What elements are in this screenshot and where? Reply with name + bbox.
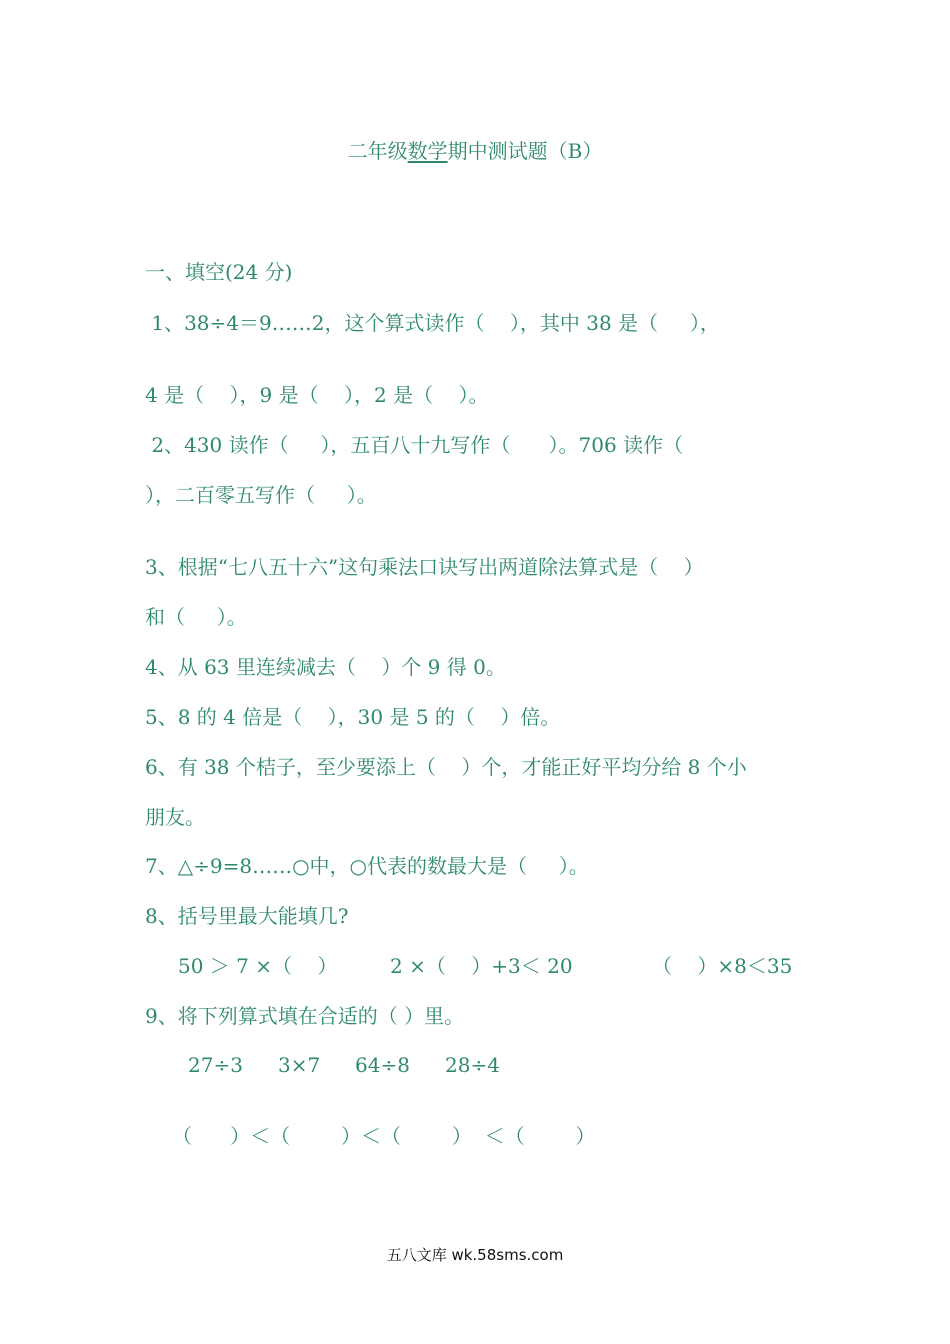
question-7: 7、△÷9=8……○中，○代表的数最大是（ ）。 [145, 854, 589, 878]
question-9: 9、将下列算式填在合适的（ ）里。 [145, 1004, 465, 1028]
title-subject-link[interactable]: 数学 [407, 139, 448, 163]
question-8-item-2: 2 ×（ ）+3＜ 20 [390, 954, 573, 978]
question-8-item-3: （ ）×8＜35 [652, 954, 793, 978]
question-2-line-1: 2、430 读作（ ），五百八十九写作（ ）。706 读作（ [145, 433, 684, 457]
page-title [0, 138, 950, 164]
question-9-answer-blanks: （ ）＜（ ）＜（ ） ＜（ ） [172, 1124, 596, 1148]
question-1-line-2: 4 是（ ），9 是（ ），2 是（ ）。 [145, 383, 489, 407]
question-3-line-2: 和（ ）。 [145, 605, 247, 629]
question-3-line-1: 3、根据“七八五十六”这句乘法口诀写出两道除法算式是（ ） [145, 555, 704, 579]
question-6-line-2: 朋友。 [145, 805, 205, 829]
question-9-expr-3: 64÷8 [355, 1053, 410, 1077]
title-prefix: 二年级 [347, 139, 408, 163]
section-heading-fill-blank: 一、填空(24 分) [145, 260, 293, 284]
question-2-line-2: ），二百零五写作（ ）。 [145, 483, 377, 507]
question-5: 5、8 的 4 倍是（ ），30 是 5 的（ ）倍。 [145, 705, 561, 729]
question-9-expr-1: 27÷3 [188, 1053, 243, 1077]
title-suffix: 期中测试题（B） [447, 139, 603, 163]
question-8-item-1: 50 ＞ 7 ×（ ） [178, 954, 338, 978]
question-8: 8、括号里最大能填几? [145, 904, 349, 928]
question-6-line-1: 6、有 38 个桔子，至少要添上（ ）个，才能正好平均分给 8 个小 [145, 755, 747, 779]
question-9-expr-4: 28÷4 [445, 1053, 500, 1077]
footer-watermark: 五八文库 wk.58sms.com [386, 1246, 564, 1264]
question-9-expr-2: 3×7 [278, 1053, 321, 1077]
question-1-line-1: 1、38÷4＝9……2，这个算式读作（ ），其中 38 是（ ）， [145, 311, 720, 335]
question-4: 4、从 63 里连续减去（ ）个 9 得 0。 [145, 655, 506, 679]
